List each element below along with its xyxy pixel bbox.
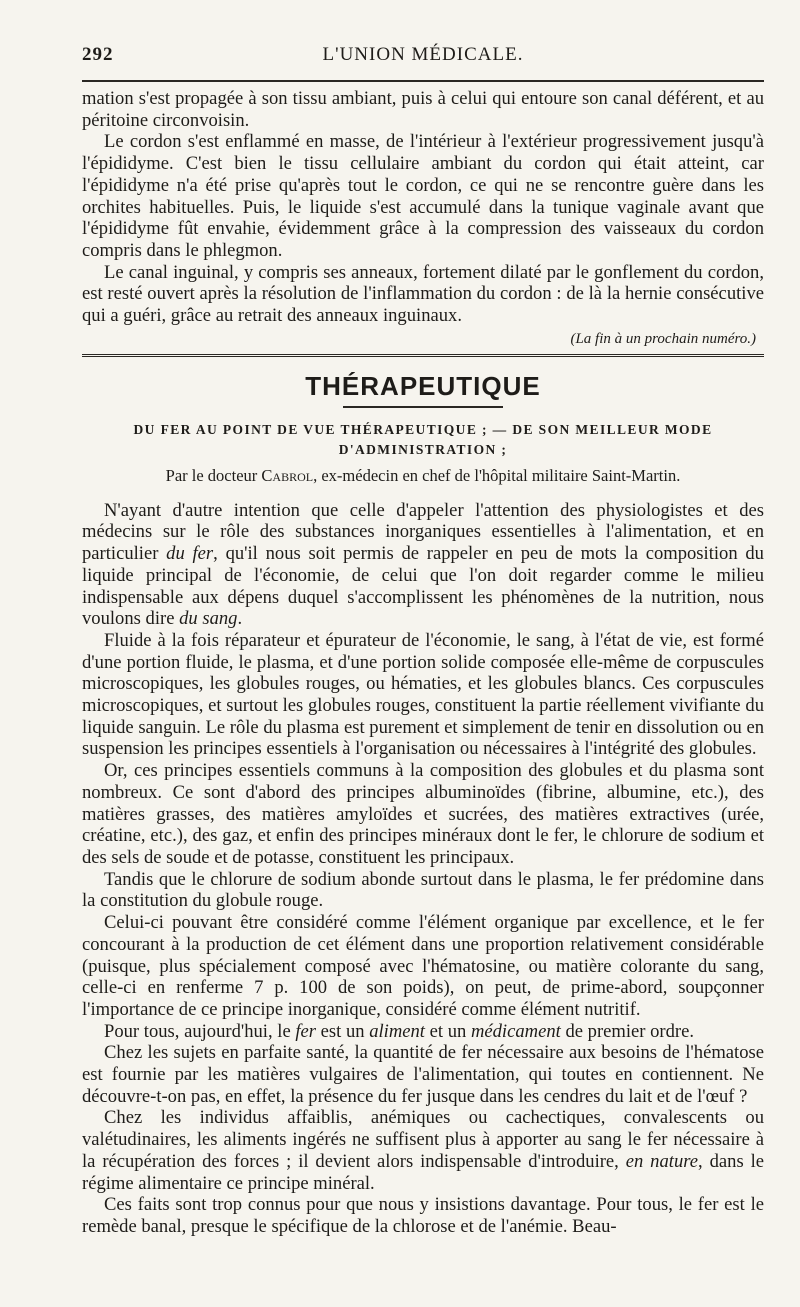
emphasis-medicament: médicament <box>470 1020 561 1042</box>
article-paragraph-2: Fluide à la fois réparateur et épurateur de l'économie, le sang, à l'état de vie, est formé d'une portion fluide, le plasma, et d'une portion solide composée elle-même de corpuscules microscopiques, les globules rouges, ou hématies, et les globules blancs. Ces corpuscules microscopiques, et surtout les globules rouges, constituent la partie réellement vivifiante du liquide sanguin. Le rôle du plasma est purement et simplement de tenir en dissolution ou en suspension les principes essentiels à l'organisation ou nécessaires à l'intégrité des globules. <box>82 629 764 760</box>
byline-suffix: , ex-médecin en chef de l'hôpital militaire Saint-Martin. <box>313 465 681 485</box>
emphasis-aliment: aliment <box>369 1020 425 1042</box>
byline <box>82 466 764 486</box>
article-paragraph-9: Ces faits sont trop connus pour que nous y insistions davantage. Pour tous, le fer est le remède banal, presque le spécifique de la chlorose et de l'anémie. Beau- <box>82 1194 764 1237</box>
article-paragraph-6: Pour tous, aujourd'hui, le fer est un aliment et un médicament de premier ordre. <box>104 1020 694 1042</box>
page-number: 292 <box>82 44 114 65</box>
article-title-line-1: DU FER AU POINT DE VUE THÉRAPEUTIQUE ; — DE SON MEILLEUR MODE <box>133 421 713 437</box>
emphasis-du-sang: du sang <box>179 608 238 630</box>
byline-prefix: Par le docteur <box>165 465 258 485</box>
article-paragraph-3: Or, ces principes essentiels communs à la composition des globules et du plasma sont nombreux. Ce sont d'abord des principes albuminoïdes (fibrine, albumine, etc.), des matières grasses, des matières amyloïdes et sucrées, des matières extractives (urée, créatine, etc.), des gaz, et enfin des principes minéraux dont le fer, le chlorure de sodium et des sels de soude et de potasse, constituent les principaux. <box>82 760 764 868</box>
journal-title: L'UNION MÉDICALE. <box>322 44 524 65</box>
emphasis-du-fer: du fer <box>166 543 214 565</box>
article-paragraph-4: Tandis que le chlorure de sodium abonde surtout dans le plasma, le fer prédomine dans la constitution du globule rouge. <box>82 868 764 912</box>
article-paragraph-5: Celui-ci pouvant être considéré comme l'élément organique par excellence, et le fer concourant à la production de cet élément dans une proportion relativement considérable (puisque, plus spécialement composé avec l'hématosine, ou matière colorante du sang, celle-ci en renferme 7 p. 100 de son poids), on peut, de prime-abord, soupçonner l'importance de ce principe inorganique, considéré comme élément nutritif. <box>82 912 764 1020</box>
running-header <box>82 44 764 72</box>
continuation-paragraph-3: Le canal inguinal, y compris ses anneaux, fortement dilaté par le gonflement du cordon, est resté ouvert après la résolution de l'inflammation du cordon : de là la hernie consécutive qui a guéri, grâce au retrait des anneaux inguinaux. <box>82 261 764 327</box>
continuation-paragraph-2: Le cordon s'est enflammé en masse, de l'intérieur à l'extérieur progressivement jusqu'à l'épididyme. C'est bien le tissu cellulaire ambiant du cordon qui était atteint, car l'épididyme n'a été prise qu'après tout le cordon, ce qui ne se rencontre guère dans les orchites habituelles. Puis, le liquide s'est accumulé dans la tunique vaginale avant que l'épididyme fût envahie, évidemment grâce à la compression des vaisseaux du cordon compris dans le phlegmon. <box>82 131 764 261</box>
continuation-paragraph-1: mation s'est propagée à son tissu ambiant, puis à celui qui entoure son canal déférent, et au péritoine circonvoisin. <box>82 88 764 131</box>
header-rule <box>82 80 764 82</box>
section-title-rule <box>343 406 503 408</box>
section-separator <box>82 354 764 359</box>
author-name: Cabrol <box>261 465 314 485</box>
article-paragraph-7: Chez les sujets en parfaite santé, la quantité de fer nécessaire aux besoins de l'hématose est fournie par les matières vulgaires de l'alimentation, qui toutes en contiennent. Ne découvre-t-on pas, en effet, la présence du fer jusque dans les cendres du lait et de l'œuf ? <box>82 1042 764 1107</box>
section-title: THÉRAPEUTIQUE <box>305 370 541 401</box>
article-paragraph-1: N'ayant d'autre intention que celle d'appeler l'attention des physiologistes et des médecins sur le rôle des substances inorganiques essentielles à l'alimentation, et en particulier du fer, qu'il nous soit permis de rappeler en peu de mots la composition du liquide principal de l'économie, de celui que l'on doit regarder comme le milieu indispensable aux dépens duquel s'accomplissent les phénomènes de la nutrition, nous voulons dire du sang. <box>82 499 764 630</box>
emphasis-fer: fer <box>295 1020 316 1042</box>
emphasis-en-nature: en nature <box>625 1150 699 1172</box>
article-title-line-2: D'ADMINISTRATION ; <box>338 441 508 457</box>
article-paragraph-8: Chez les individus affaiblis, anémiques ou cachectiques, convalescents ou valétudinaires, les aliments ingérés ne suffisent plus à apporter au sang le fer nécessaire à la récupération des forces ; il devient alors indispensable d'introduire, en nature, dans le régime alimentaire ce principe minéral. <box>82 1107 764 1194</box>
continuation-signoff: (La fin à un prochain numéro.) <box>570 330 756 347</box>
article-title <box>92 420 754 460</box>
